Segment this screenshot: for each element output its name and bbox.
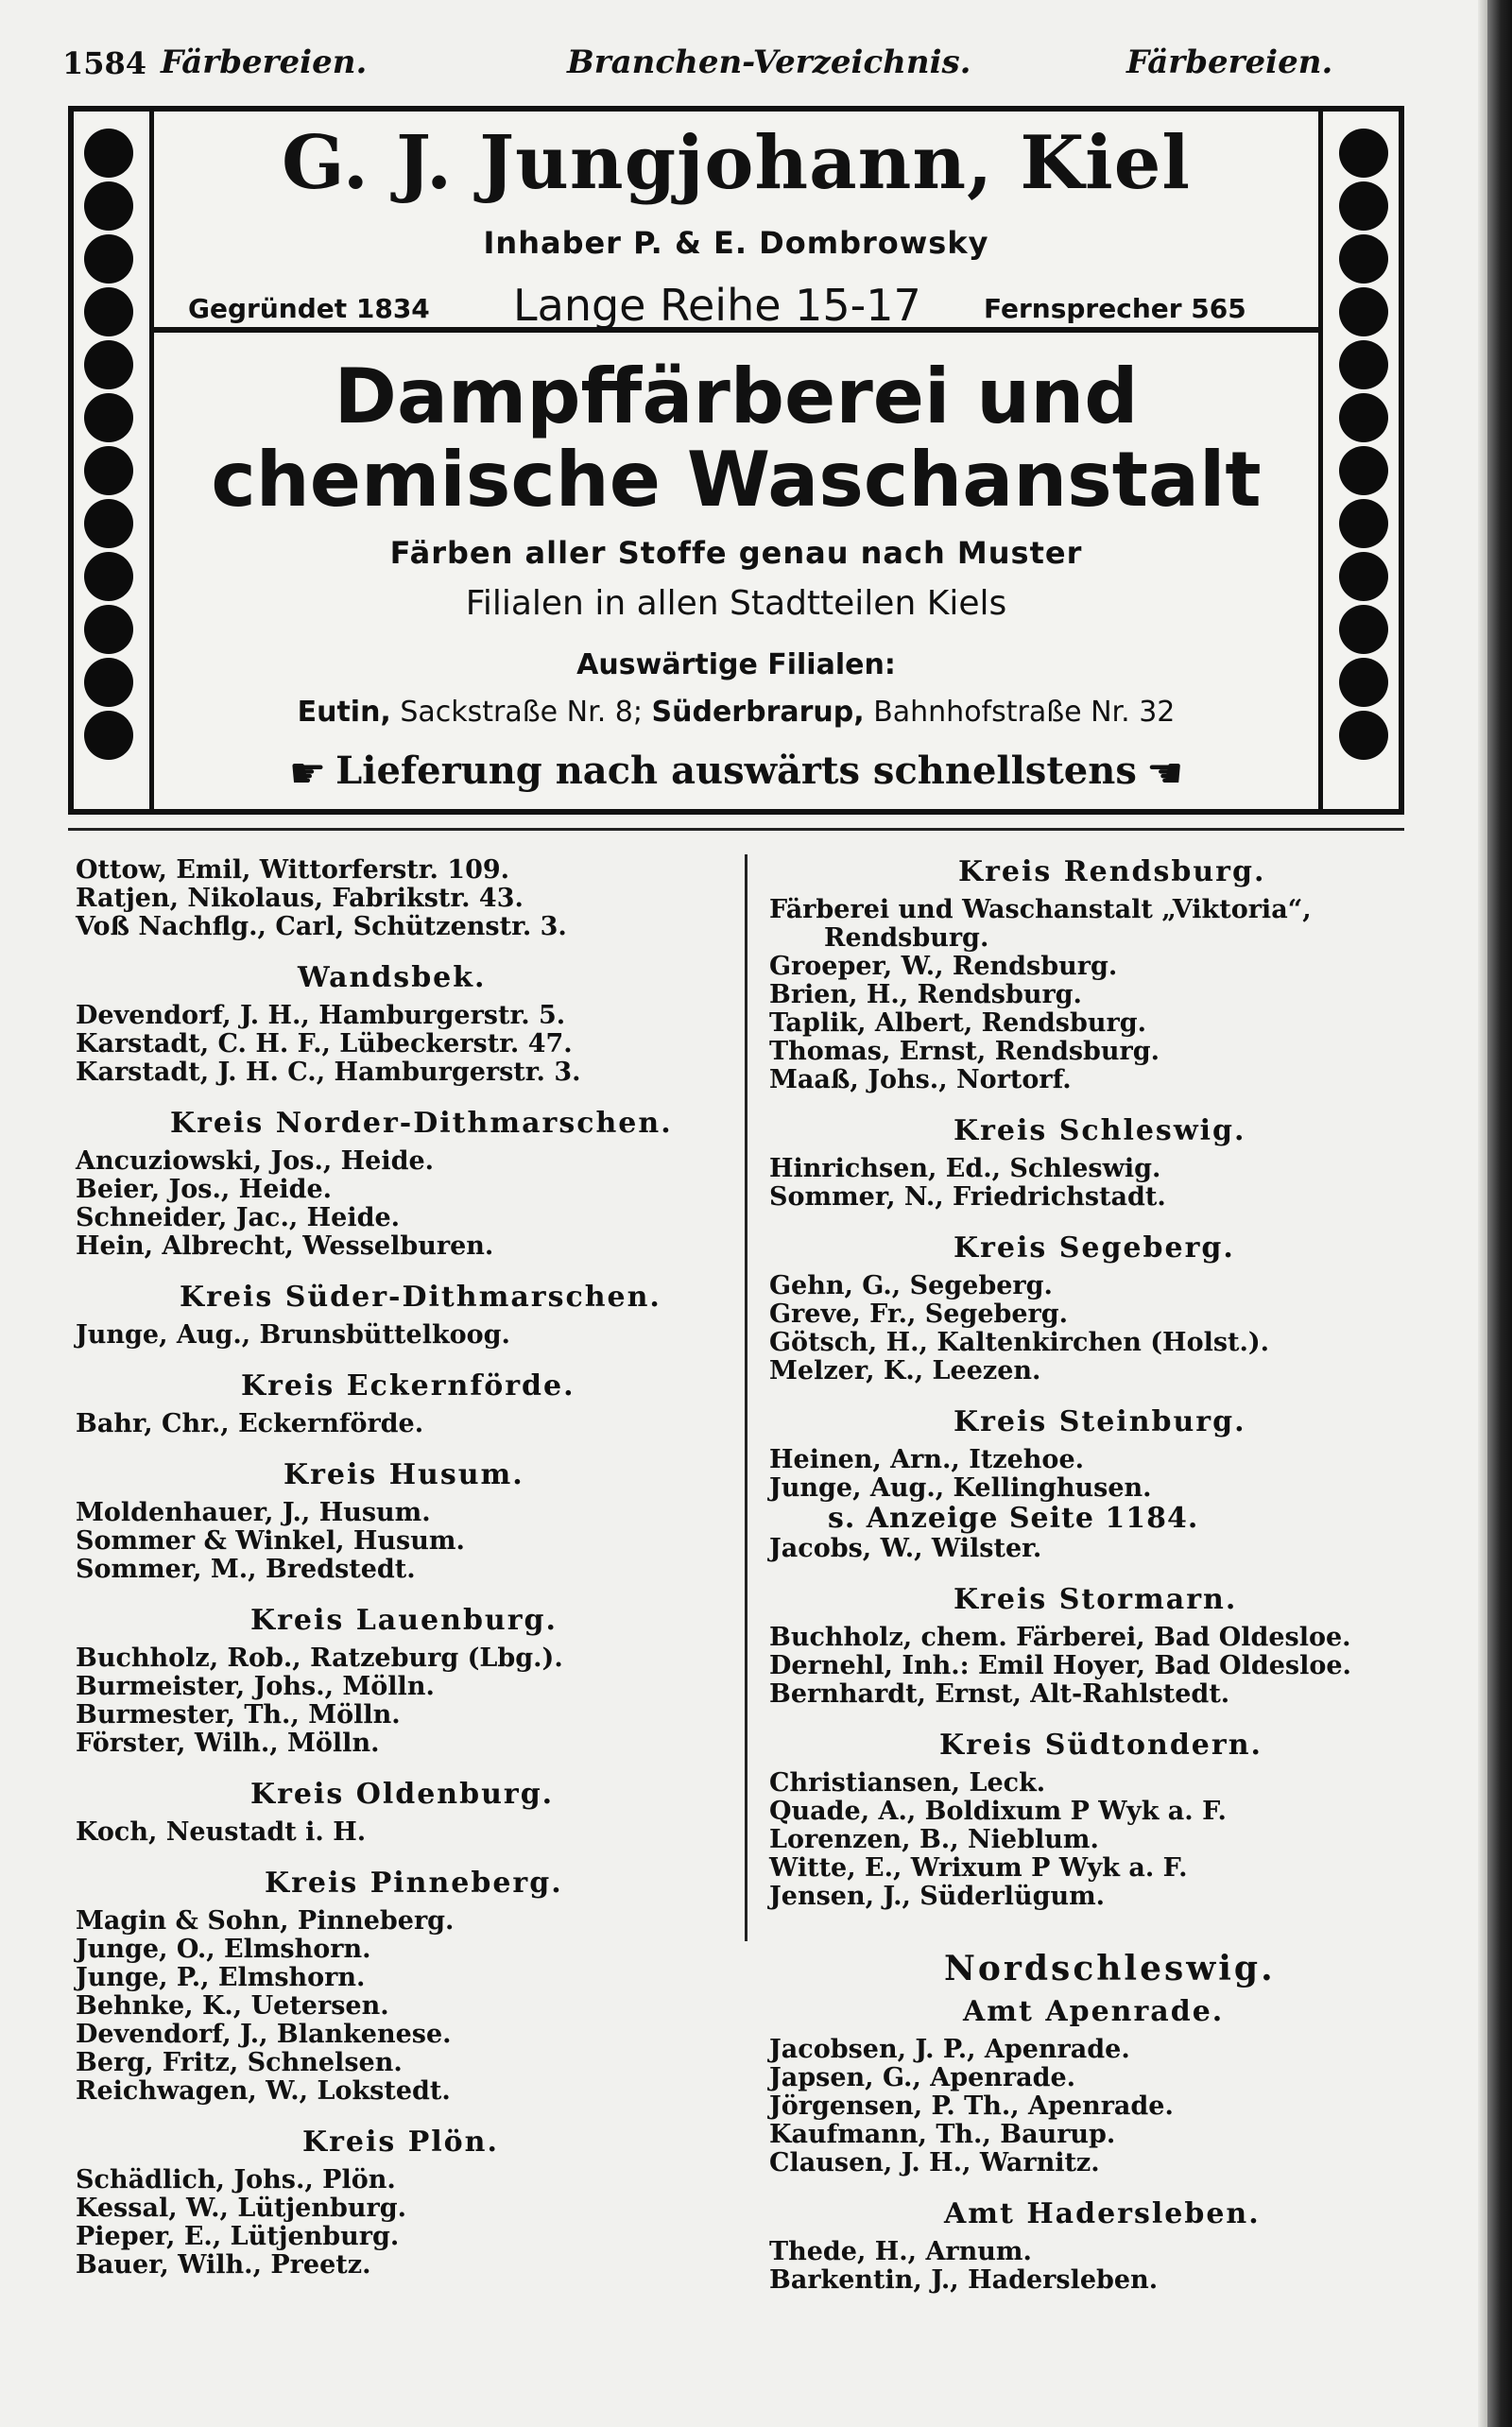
section-heading: Kreis Pinneberg. [265, 1867, 563, 1900]
ad-branch1-town: Eutin, [297, 696, 391, 729]
list-item: Junge, Aug., Kellinghusen. [769, 1473, 1152, 1503]
ad-tagline: Färben aller Stoffe genau nach Muster [389, 535, 1083, 571]
list-item: Japsen, G., Apenrade. [769, 2063, 1076, 2092]
list-item: Jacobsen, J. P., Apenrade. [769, 2035, 1130, 2064]
list-item: Sommer, M., Bredstedt. [76, 1555, 416, 1584]
ad-contact-line [154, 274, 1318, 331]
ad-owner: Inhaber P. & E. Dombrowsky [483, 225, 989, 261]
section-heading: Kreis Südtondern. [939, 1729, 1263, 1762]
list-item: Brien, H., Rendsburg. [769, 980, 1082, 1009]
section-heading: Kreis Husum. [284, 1458, 524, 1491]
ad-delivery-text: Lieferung nach auswärts schnellstens [335, 749, 1137, 793]
list-item: Bahr, Chr., Eckernförde. [76, 1409, 424, 1438]
ad-branches-list [154, 696, 1318, 729]
ad-headline-line1: Dampffärberei und [334, 353, 1139, 440]
section-heading: Amt Hadersleben. [944, 2197, 1261, 2230]
list-item: Berg, Fritz, Schnelsen. [76, 2048, 403, 2077]
list-item: Barkentin, J., Hadersleben. [769, 2265, 1159, 2295]
list-item: Buchholz, Rob., Ratzeburg (Lbg.). [76, 1644, 563, 1673]
ad-branch2-street: Bahnhofstraße Nr. 32 [873, 696, 1176, 729]
list-item: Bernhardt, Ernst, Alt-Rahlstedt. [769, 1679, 1230, 1709]
section-heading: Kreis Eckernförde. [241, 1369, 576, 1403]
running-head-right: Färbereien. [1126, 43, 1333, 81]
list-item: Hein, Albrecht, Wesselburen. [76, 1231, 494, 1261]
list-item: Moldenhauer, J., Husum. [76, 1498, 431, 1527]
section-divider [68, 828, 1404, 831]
list-item: Schädlich, Johs., Plön. [76, 2165, 396, 2195]
list-item: Junge, O., Elmshorn. [76, 1935, 371, 1964]
ad-company-name: G. J. Jungjohann, Kiel [281, 120, 1192, 206]
section-heading: Amt Apenrade. [963, 1995, 1225, 2028]
advertisement-content [149, 112, 1323, 809]
ad-founded: Gegründet 1834 [188, 293, 430, 324]
ad-headline-line2: chemische Waschanstalt [211, 436, 1262, 524]
advertisement-reference: s. Anzeige Seite 1184. [828, 1502, 1199, 1535]
list-item: Thomas, Ernst, Rendsburg. [769, 1037, 1160, 1066]
list-item: Burmeister, Johs., Mölln. [76, 1672, 435, 1701]
section-heading: Kreis Oldenburg. [250, 1778, 555, 1811]
list-item: Junge, Aug., Brunsbüttelkoog. [76, 1320, 510, 1350]
pointing-hand-icon: ☛ [288, 749, 327, 798]
section-heading: Kreis Segeberg. [954, 1231, 1235, 1265]
list-item: Groeper, W., Rendsburg. [769, 952, 1118, 981]
section-heading: Kreis Norder-Dithmarschen. [170, 1107, 673, 1140]
list-item: Buchholz, chem. Färberei, Bad Oldesloe. [769, 1623, 1351, 1652]
list-item: Christiansen, Leck. [769, 1768, 1046, 1798]
list-item: Gehn, G., Segeberg. [769, 1271, 1053, 1300]
running-head-left: Färbereien. [161, 43, 368, 81]
section-heading: Kreis Schleswig. [954, 1114, 1246, 1147]
list-item: Melzer, K., Leezen. [769, 1356, 1041, 1386]
list-item: Maaß, Johs., Nortorf. [769, 1065, 1072, 1094]
list-item: Magin & Sohn, Pinneberg. [76, 1906, 455, 1936]
page-edge-highlight [1478, 0, 1487, 2427]
section-heading: Kreis Steinburg. [954, 1405, 1246, 1438]
ad-phone: Fernsprecher 565 [984, 293, 1246, 324]
ad-branch1-street: Sackstraße Nr. 8; [400, 696, 643, 729]
ad-branches-heading: Auswärtige Filialen: [576, 648, 896, 681]
list-item: Behnke, K., Uetersen. [76, 1991, 389, 2021]
list-item: Sommer, N., Friedrichstadt. [769, 1182, 1166, 1212]
running-head [0, 34, 1512, 91]
list-item: Schneider, Jac., Heide. [76, 1203, 401, 1232]
section-heading: Kreis Stormarn. [954, 1583, 1238, 1616]
list-item-continuation: Rendsburg. [824, 923, 989, 953]
list-item: Färberei und Waschanstalt „Viktoria“, [769, 895, 1312, 924]
page-edge [1487, 0, 1512, 2427]
list-item: Reichwagen, W., Lokstedt. [76, 2076, 451, 2106]
section-heading: Kreis Rendsburg. [958, 855, 1266, 888]
page-number: 1584 [62, 45, 147, 81]
list-item: Clausen, J. H., Warnitz. [769, 2148, 1100, 2177]
list-item: Bauer, Wilh., Preetz. [76, 2250, 371, 2280]
section-heading: Wandsbek. [298, 961, 487, 994]
list-item: Förster, Wilh., Mölln. [76, 1729, 380, 1758]
list-item: Devendorf, J., Blankenese. [76, 2020, 452, 2049]
list-item: Jacobs, W., Wilster. [769, 1534, 1042, 1563]
section-heading: Kreis Plön. [302, 2126, 499, 2159]
list-item: Kessal, W., Lütjenburg. [76, 2194, 406, 2223]
list-item: Devendorf, J. H., Hamburgerstr. 5. [76, 1001, 566, 1030]
list-item: Witte, E., Wrixum P Wyk a. F. [769, 1853, 1188, 1883]
list-item: Koch, Neustadt i. H. [76, 1817, 367, 1847]
list-item: Hinrichsen, Ed., Schleswig. [769, 1154, 1161, 1183]
list-item: Heinen, Arn., Itzehoe. [769, 1445, 1085, 1474]
section-heading: Kreis Lauenburg. [250, 1604, 558, 1637]
list-item: Junge, P., Elmshorn. [76, 1963, 366, 1992]
list-item: Thede, H., Arnum. [769, 2237, 1032, 2266]
ad-branches-kiel: Filialen in allen Stadtteilen Kiels [465, 584, 1007, 623]
list-item: Götsch, H., Kaltenkirchen (Holst.). [769, 1328, 1270, 1357]
section-heading: Kreis Süder-Dithmarschen. [180, 1281, 662, 1314]
running-head-center: Branchen-Verzeichnis. [567, 43, 971, 81]
list-item: Ottow, Emil, Wittorferstr. 109. [76, 855, 510, 885]
list-item: Quade, A., Boldixum P Wyk a. F. [769, 1797, 1227, 1826]
list-item: Dernehl, Inh.: Emil Hoyer, Bad Oldesloe. [769, 1651, 1351, 1680]
ad-branch2-town: Süderbrarup, [651, 696, 865, 729]
list-item: Pieper, E., Lütjenburg. [76, 2222, 400, 2251]
list-item: Jörgensen, P. Th., Apenrade. [769, 2091, 1174, 2121]
list-item: Kaufmann, Th., Baurup. [769, 2120, 1116, 2149]
listing-left-column [76, 856, 728, 2280]
list-item: Beier, Jos., Heide. [76, 1175, 333, 1204]
list-item: Karstadt, J. H. C., Hamburgerstr. 3. [76, 1058, 581, 1087]
list-item: Taplik, Albert, Rendsburg. [769, 1008, 1147, 1038]
dot-border-left [79, 129, 138, 764]
ad-delivery-line [154, 749, 1318, 798]
ad-address: Lange Reihe 15-17 [513, 280, 921, 331]
list-item: Voß Nachflg., Carl, Schützenstr. 3. [76, 912, 567, 941]
column-rule [745, 854, 747, 1941]
dot-border-right [1334, 129, 1393, 764]
list-item: Karstadt, C. H. F., Lübeckerstr. 47. [76, 1029, 573, 1059]
list-item: Greve, Fr., Segeberg. [769, 1300, 1069, 1329]
list-item: Lorenzen, B., Nieblum. [769, 1825, 1099, 1854]
list-item: Jensen, J., Süderlügum. [769, 1882, 1106, 1911]
region-heading: Nordschleswig. [944, 1949, 1276, 1988]
list-item: Ancuziowski, Jos., Heide. [76, 1146, 435, 1176]
pointing-hand-icon: ☛ [1145, 749, 1184, 798]
advertisement-box [68, 106, 1404, 815]
list-item: Sommer & Winkel, Husum. [76, 1526, 465, 1556]
listing-right-column [769, 856, 1421, 2295]
ad-rule [150, 327, 1322, 333]
list-item: Burmester, Th., Mölln. [76, 1700, 401, 1730]
list-item: Ratjen, Nikolaus, Fabrikstr. 43. [76, 884, 524, 913]
